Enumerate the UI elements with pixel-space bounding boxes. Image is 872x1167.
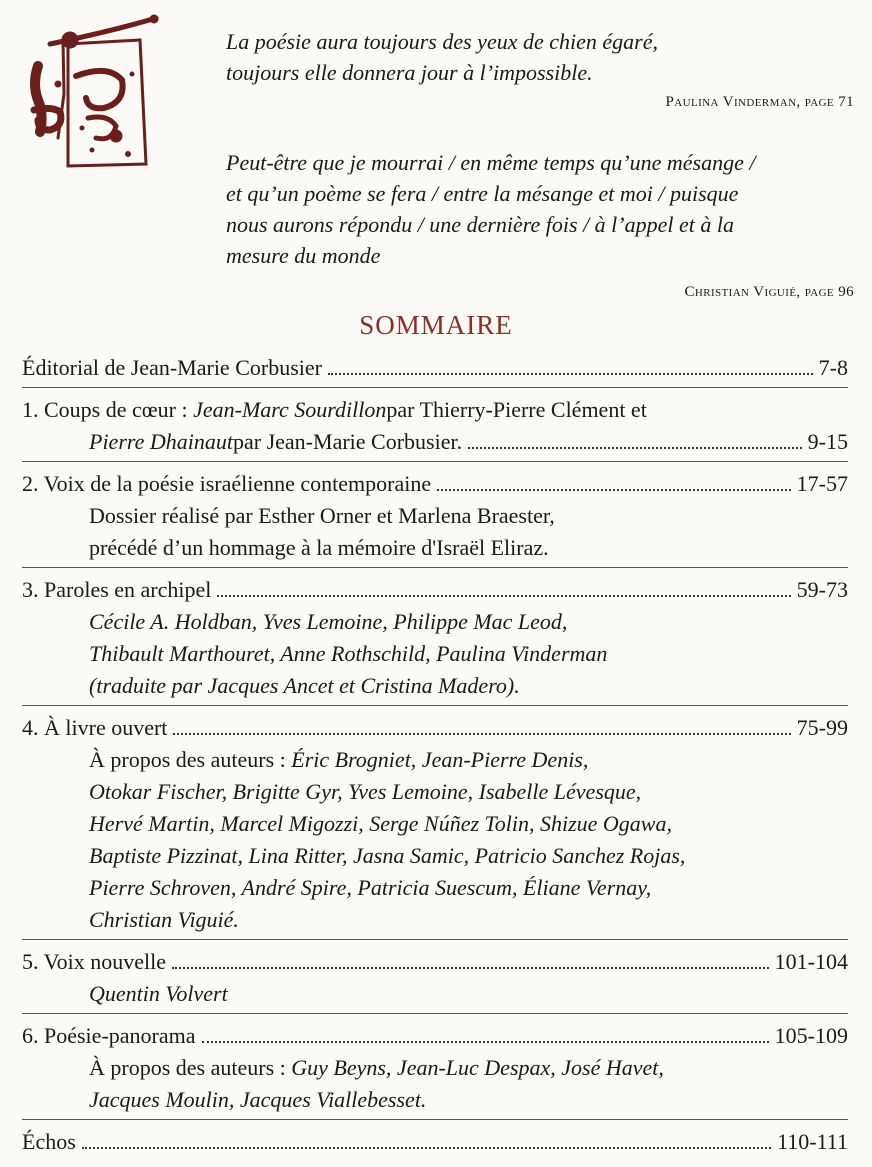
- toc-entry-6[interactable]: [22, 1020, 848, 1120]
- epigraph-line: mesure du monde: [226, 243, 381, 268]
- toc-pages: 17-57: [796, 471, 848, 496]
- toc-prefix: À propos des auteurs :: [89, 1055, 292, 1080]
- epigraph-2-attribution: Christian Viguié, page 96: [684, 284, 854, 300]
- dot-leader: [202, 1040, 769, 1043]
- toc-label: 3. Paroles en archipel: [22, 577, 212, 602]
- toc-author: Pierre Dhainaut: [89, 429, 233, 454]
- toc-sub-line: (traduite par Jacques Ancet et Cristina Madero).: [89, 673, 520, 698]
- toc-entry-2[interactable]: [22, 468, 848, 568]
- toc-sub-line: Dossier réalisé par Esther Orner et Marlena Braester,: [89, 503, 555, 528]
- table-of-contents: [22, 352, 848, 1167]
- dot-leader: [173, 732, 790, 735]
- epigraph-line: nous aurons répondu / une dernière fois / à l’appel et à la: [226, 212, 734, 237]
- toc-sub-lines: [22, 500, 848, 564]
- toc-label: 2. Voix de la poésie israélienne contemporaine: [22, 471, 432, 496]
- toc-label: Échos: [22, 1129, 76, 1154]
- toc-text: par Thierry-Pierre Clément et: [386, 397, 647, 422]
- toc-pages: 101-104: [774, 949, 848, 974]
- toc-pages: 105-109: [774, 1023, 848, 1048]
- toc-label: 6. Poésie-panorama: [22, 1023, 196, 1048]
- toc-sub-lines: [22, 978, 848, 1010]
- toc-pages: 110-111: [777, 1129, 848, 1154]
- dot-leader: [82, 1146, 771, 1149]
- toc-label: Éditorial de Jean-Marie Corbusier: [22, 355, 322, 380]
- toc-sub-line: précédé d’un hommage à la mémoire d'Israël Eliraz.: [89, 535, 549, 560]
- toc-pages: 7-8: [818, 355, 848, 380]
- toc-label: 5. Voix nouvelle: [22, 949, 167, 974]
- epigraph-line: et qu’un poème se fera / entre la mésange et moi / puisque: [226, 181, 739, 206]
- epigraph-line: La poésie aura toujours des yeux de chien égaré,: [226, 29, 658, 54]
- toc-sub-line: Cécile A. Holdban, Yves Lemoine, Philippe Mac Leod,: [89, 609, 568, 634]
- toc-sub-line: Pierre Schroven, André Spire, Patricia Suescum, Éliane Vernay,: [89, 875, 652, 900]
- toc-prefix: À propos des auteurs :: [89, 747, 292, 772]
- dot-leader: [468, 446, 802, 449]
- dot-leader: [328, 372, 813, 375]
- dot-leader: [217, 594, 790, 597]
- ink-logo-illustration: [28, 14, 160, 176]
- toc-label: 4. À livre ouvert: [22, 715, 168, 740]
- toc-text: par Jean-Marie Corbusier.: [233, 429, 463, 454]
- toc-entry-4[interactable]: [22, 712, 848, 940]
- epigraph-line: Peut-être que je mourrai / en même temps qu’une mésange /: [226, 150, 756, 175]
- toc-label: 1. Coups de cœur :: [22, 397, 188, 422]
- toc-pages: 59-73: [796, 577, 848, 602]
- page-title: SOMMAIRE: [359, 310, 513, 340]
- toc-entry-5[interactable]: [22, 946, 848, 1014]
- dot-leader: [437, 488, 791, 491]
- epigraph-line: toujours elle donnera jour à l’impossible.: [226, 60, 593, 85]
- toc-sub-line: Christian Viguié.: [89, 907, 239, 932]
- toc-entry-echos[interactable]: [22, 1126, 848, 1161]
- toc-sub-line: Thibault Marthouret, Anne Rothschild, Paulina Vinderman: [89, 641, 608, 666]
- toc-sub-line: Guy Beyns, Jean-Luc Despax, José Havet,: [291, 1055, 664, 1080]
- toc-sub-lines: [22, 744, 848, 936]
- toc-pages: 9-15: [807, 429, 848, 454]
- epigraph-1: [226, 26, 836, 88]
- toc-entry-1[interactable]: [22, 394, 848, 462]
- toc-sub-line: Éric Brogniet, Jean-Pierre Denis,: [291, 747, 589, 772]
- toc-entry-editorial[interactable]: [22, 352, 848, 388]
- toc-pages: 75-99: [796, 715, 848, 740]
- toc-sub-lines: [22, 1052, 848, 1116]
- toc-sub-line: Jacques Moulin, Jacques Viallebesset.: [89, 1087, 427, 1112]
- toc-sub-line: Quentin Volvert: [89, 981, 228, 1006]
- toc-sub-line: Otokar Fischer, Brigitte Gyr, Yves Lemoine, Isabelle Lévesque,: [89, 779, 642, 804]
- toc-author: Jean-Marc Sourdillon: [193, 397, 387, 422]
- toc-entry-3[interactable]: [22, 574, 848, 706]
- toc-sub-line: Hervé Martin, Marcel Migozzi, Serge Núñez Tolin, Shizue Ogawa,: [89, 811, 672, 836]
- epigraph-1-attribution: Paulina Vinderman, page 71: [665, 94, 854, 110]
- dot-leader: [172, 966, 769, 969]
- epigraph-2: [226, 147, 836, 271]
- toc-sub-lines: [22, 606, 848, 702]
- toc-sub-line: Baptiste Pizzinat, Lina Ritter, Jasna Samic, Patricio Sanchez Rojas,: [89, 843, 686, 868]
